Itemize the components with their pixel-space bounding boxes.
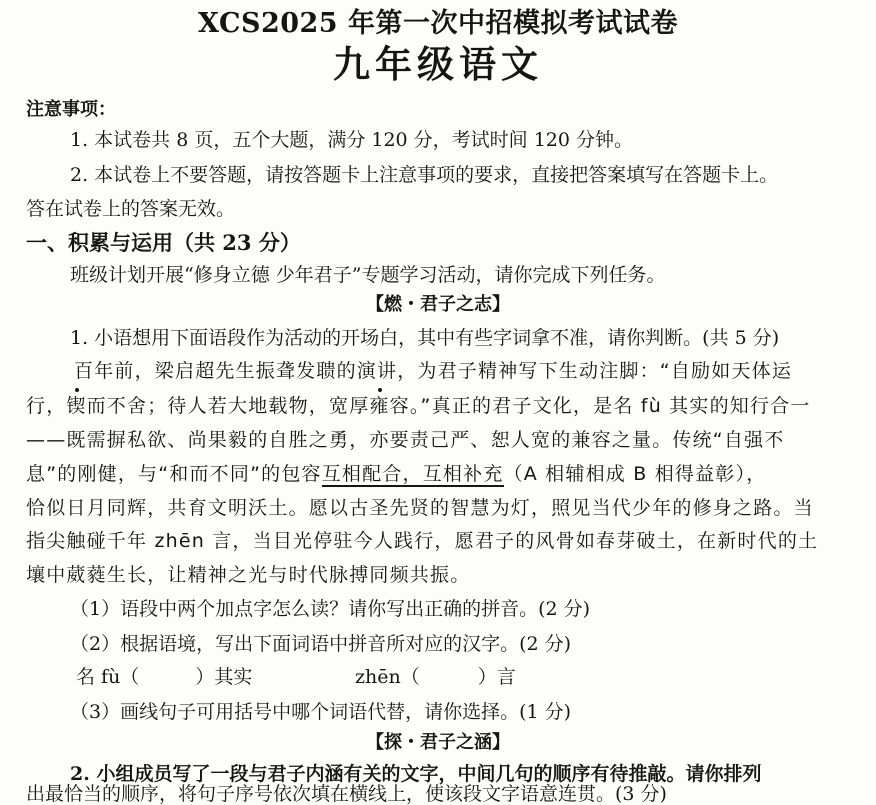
- blank-item-2: [355, 668, 516, 687]
- question-1-stem: 1. 小语想用下面语段作为活动的开场白，其中有些字词拿不准，请你判断。(共 5 分): [70, 327, 780, 349]
- passage-line-1: 百年前，梁启超先生振聋发聩的演讲，为君子精神写下生动注脚：“自励如天体运: [74, 360, 793, 382]
- question-2-line-1: 2. 小组成员写了一段与君子内涵有关的文字，中间几句的顺序有待推敲。请你排列: [70, 763, 762, 785]
- dotted-char-qie: 锲: [66, 395, 87, 417]
- passage-line-6: 指尖触碰千年 zhēn 言，当目光停驻今人践行，愿君子的风骨如春芽破土，在新时代的土: [26, 530, 819, 552]
- passage-line-3: ——既需摒私欲、尚果毅的自胜之勇，亦要责己严、恕人宽的兼容之量。传统“自强不: [26, 429, 785, 451]
- blank-prefix: 名 fù（: [76, 666, 140, 688]
- section-intro: 班级计划开展“修身立德 少年君子”专题学习活动，请你完成下列任务。: [70, 264, 666, 286]
- part-title-ran: 【燃・君子之志】: [366, 294, 510, 315]
- passage-text: 息”的刚健，与“和而不同”的包容: [26, 463, 322, 485]
- notice-item-1: 1. 本试卷共 8 页，五个大题，满分 120 分，考试时间 120 分钟。: [70, 129, 634, 151]
- dotted-char-yong: 雍: [369, 395, 390, 417]
- sub-question-2: （2）根据语境，写出下面词语中拼音所对应的汉字。(2 分): [70, 633, 572, 655]
- question-2-line-2: 出最恰当的顺序，将句子序号依次填在横线上，使该段文字语意连贯。(3 分): [26, 783, 667, 805]
- blank-prefix: zhēn（: [355, 666, 420, 688]
- notice-item-2-line-2: 答在试卷上的答案无效。: [26, 198, 236, 220]
- sub-question-3: （3）画线句子可用括号中哪个词语代替，请你选择。(1 分): [70, 701, 572, 723]
- passage-line-5: 恰似日月同辉，共育文明沃土。愿以古圣先贤的智慧为灯，照见当代少年的修身之路。当: [26, 497, 814, 519]
- passage-line-2: [26, 397, 811, 416]
- section-heading: 一、积累与运用（共 23 分）: [26, 230, 301, 255]
- notice-heading: 注意事项：: [26, 99, 116, 120]
- blank-item-1: [76, 668, 252, 687]
- underlined-sentence: 互相配合，互相补充: [321, 463, 504, 485]
- passage-text: 容。”真正的君子文化，是名 fù 其实的知行合一: [389, 395, 811, 417]
- subject-title: 九年级语文: [333, 42, 543, 86]
- blank-suffix: ）言: [477, 666, 516, 688]
- exam-title: XCS2025 年第一次中招模拟考试试卷: [197, 8, 678, 39]
- passage-text: 而不舍；待人若大地载物，宽厚: [86, 395, 370, 417]
- part-title-tan: 【探・君子之涵】: [366, 732, 510, 753]
- notice-item-2-line-1: 2. 本试卷上不要答题，请按答题卡上注意事项的要求，直接把答案填写在答题卡上。: [70, 164, 779, 186]
- passage-line-4: [26, 465, 766, 484]
- passage-text: （A 相辅相成 B 相得益彰），: [503, 463, 767, 485]
- sub-question-1: （1）语段中两个加点字怎么读？请你写出正确的拼音。(2 分): [70, 598, 591, 620]
- blank-suffix: ）其实: [195, 666, 253, 688]
- passage-text: 行，: [26, 395, 67, 417]
- passage-line-7: 壤中葳蕤生长，让精神之光与时代脉搏同频共振。: [26, 564, 471, 586]
